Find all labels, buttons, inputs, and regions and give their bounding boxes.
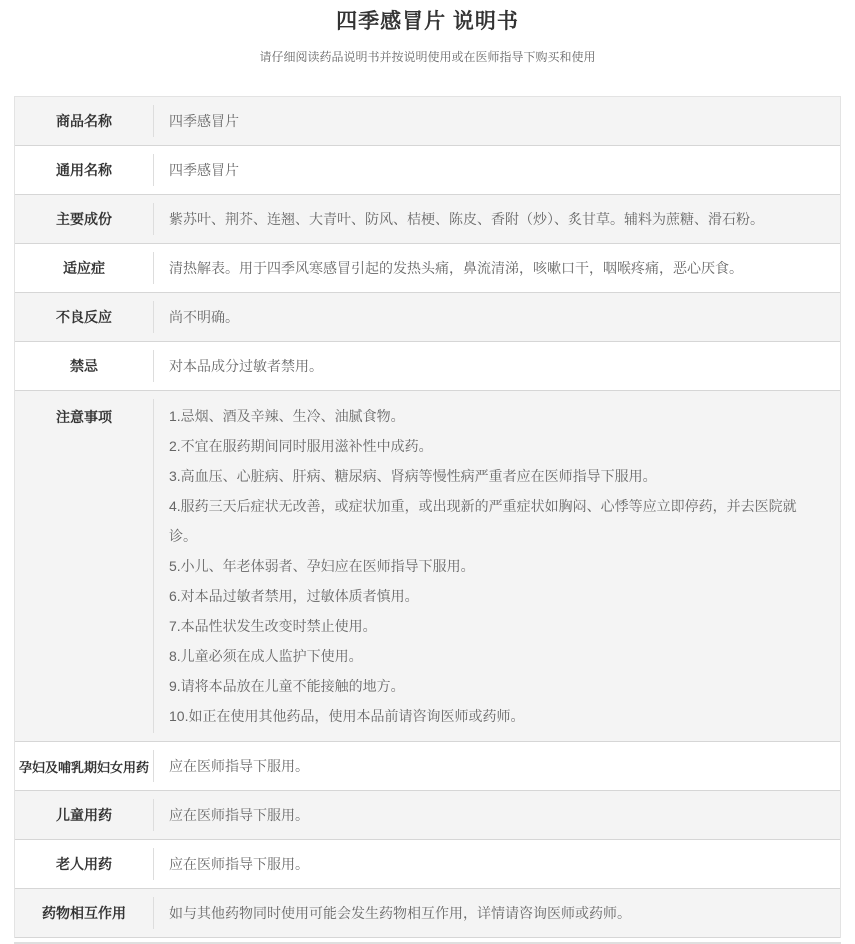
row-label: 儿童用药 (56, 807, 112, 823)
column-divider (153, 301, 154, 333)
row-value: 应在医师指导下服用。 (169, 758, 309, 774)
column-divider (153, 750, 154, 782)
row-value-list (153, 391, 840, 741)
page-subtitle: 请仔细阅读药品说明书并按说明使用或在医师指导下购买和使用 (259, 50, 596, 64)
table-row (15, 195, 840, 244)
table-row (15, 244, 840, 293)
row-label: 孕妇及哺乳期妇女用药 (19, 759, 150, 775)
table-row (15, 146, 840, 195)
page-title: 四季感冒片 说明书 (336, 10, 519, 33)
cutoff-next-row (14, 938, 841, 944)
row-value: 对本品成分过敏者禁用。 (169, 358, 323, 374)
row-label: 禁忌 (70, 358, 98, 374)
column-divider (153, 252, 154, 284)
row-label: 不良反应 (56, 309, 112, 325)
row-value: 四季感冒片 (169, 113, 239, 129)
row-value: 紫苏叶、荆芥、连翘、大青叶、防风、桔梗、陈皮、香附（炒）、炙甘草。辅料为蔗糖、滑石粉。 (169, 211, 764, 227)
table-row (15, 889, 840, 938)
column-divider (153, 848, 154, 880)
precaution-item: 9.请将本品放在儿童不能接触的地方。 (169, 678, 405, 694)
table-row (15, 742, 840, 791)
table-row (15, 342, 840, 391)
column-divider (153, 350, 154, 382)
column-divider (153, 105, 154, 137)
table-row (15, 791, 840, 840)
column-divider (153, 203, 154, 235)
precaution-item: 6.对本品过敏者禁用，过敏体质者慎用。 (169, 588, 419, 604)
precaution-item: 7.本品性状发生改变时禁止使用。 (169, 618, 377, 634)
column-divider (153, 897, 154, 929)
table-row (15, 293, 840, 342)
row-value: 应在医师指导下服用。 (169, 856, 309, 872)
precaution-item: 4.服药三天后症状无改善，或症状加重，或出现新的严重症状如胸闷、心悸等应立即停药，并去医院就诊。 (169, 498, 797, 544)
row-label: 药物相互作用 (42, 905, 126, 921)
table-row (15, 840, 840, 889)
table-row (15, 391, 840, 742)
precaution-item: 3.高血压、心脏病、肝病、糖尿病、肾病等慢性病严重者应在医师指导下服用。 (169, 468, 657, 484)
drug-spec-table (14, 96, 841, 938)
row-label: 主要成份 (56, 211, 112, 227)
column-divider (153, 154, 154, 186)
precaution-item: 2.不宜在服药期间同时服用滋补性中成药。 (169, 438, 433, 454)
row-value: 应在医师指导下服用。 (169, 807, 309, 823)
row-label: 老人用药 (56, 856, 112, 872)
row-value: 尚不明确。 (169, 309, 239, 325)
column-divider (153, 399, 154, 733)
row-value: 四季感冒片 (169, 162, 239, 178)
column-divider (153, 799, 154, 831)
precaution-item: 8.儿童必须在成人监护下使用。 (169, 648, 363, 664)
row-value: 如与其他药物同时使用可能会发生药物相互作用，详情请咨询医师或药师。 (169, 905, 631, 921)
precaution-item: 1.忌烟、酒及辛辣、生冷、油腻食物。 (169, 408, 405, 424)
row-label: 适应症 (63, 260, 105, 276)
precaution-item: 5.小儿、年老体弱者、孕妇应在医师指导下服用。 (169, 558, 475, 574)
row-value: 清热解表。用于四季风寒感冒引起的发热头痛，鼻流清涕，咳嗽口干，咽喉疼痛，恶心厌食。 (169, 260, 743, 276)
precaution-item: 10.如正在使用其他药品，使用本品前请咨询医师或药师。 (169, 708, 525, 724)
row-label: 商品名称 (56, 113, 112, 129)
table-row (15, 97, 840, 146)
row-label: 注意事项 (56, 409, 112, 425)
row-label: 通用名称 (56, 162, 112, 178)
